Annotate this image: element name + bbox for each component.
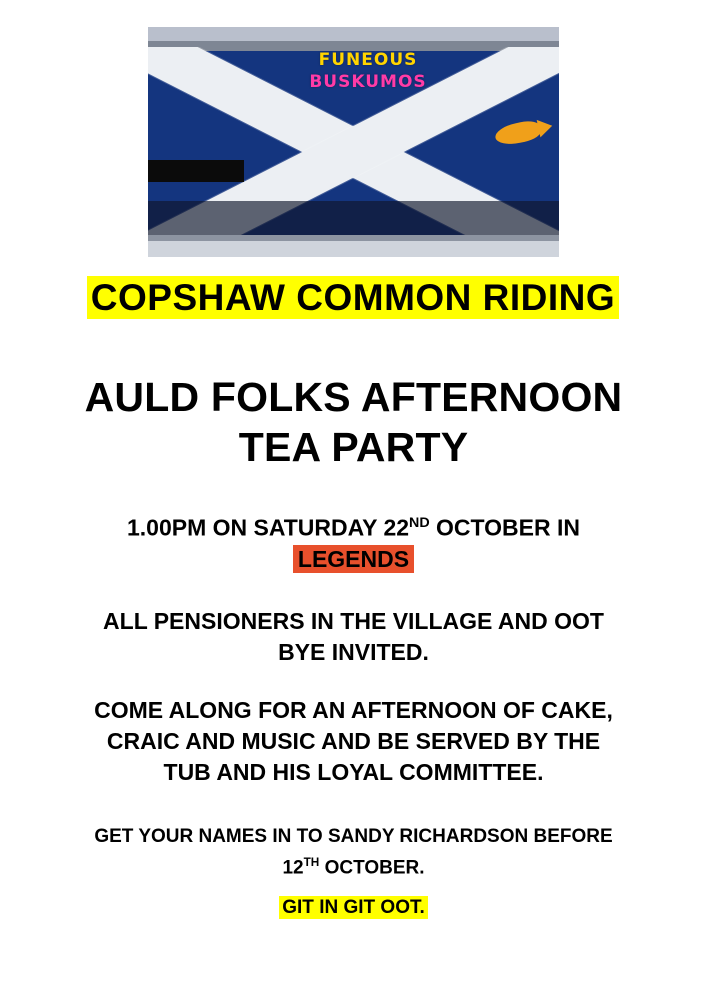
footer-slogan [40, 897, 667, 919]
photo-top-strip [148, 27, 559, 41]
invitation-paragraph [40, 606, 667, 668]
headline-line-2: TEA PARTY [238, 424, 469, 470]
event-date-ordinal: ND [409, 515, 430, 531]
bunting-line-1: FUNEOUS [318, 50, 418, 70]
event-venue: LEGENDS [293, 545, 414, 573]
rsvp-line-2 [40, 850, 667, 881]
title-banner [45, 274, 661, 321]
description-line-2: CRAIC AND MUSIC AND BE SERVED BY THE [106, 728, 601, 754]
rsvp-deadline-number: 12 [282, 857, 304, 879]
event-when [40, 508, 667, 575]
invitation-line-1: ALL PENSIONERS IN THE VILLAGE AND OOT [103, 608, 604, 634]
headline-line-1: AULD FOLKS AFTERNOON [84, 374, 623, 420]
footer-slogan-text: GIT IN GIT OOT. [279, 896, 428, 919]
photo-dark-band-lower [148, 201, 559, 239]
invitation-line-2: BYE INVITED. [278, 639, 429, 665]
event-venue-line [40, 544, 667, 575]
title-banner-text: COPSHAW COMMON RIDING [87, 276, 619, 319]
saltire-flag-image [148, 27, 559, 257]
description-paragraph [40, 695, 667, 788]
rsvp-deadline-ordinal: TH [303, 856, 320, 869]
rsvp-line-1: GET YOUR NAMES IN TO SANDY RICHARDSON BEFORE [94, 826, 613, 847]
event-datetime-suffix: OCTOBER IN [429, 514, 581, 541]
event-datetime-prefix: 1.00PM ON SATURDAY 22 [126, 514, 410, 541]
photo-bottom-strip [148, 241, 559, 257]
rsvp-deadline-month: OCTOBER. [319, 857, 425, 879]
rsvp-paragraph [40, 824, 667, 881]
photo-dark-band [148, 160, 244, 182]
flag-photo [148, 27, 559, 257]
event-datetime-line [40, 508, 667, 544]
bunting-line-2: BUSKUMOS [309, 72, 427, 92]
description-line-3: TUB AND HIS LOYAL COMMITTEE. [163, 759, 544, 785]
description-line-1: COME ALONG FOR AN AFTERNOON OF CAKE, [94, 697, 613, 723]
bunting-letters [268, 49, 468, 93]
page-title [40, 372, 667, 472]
